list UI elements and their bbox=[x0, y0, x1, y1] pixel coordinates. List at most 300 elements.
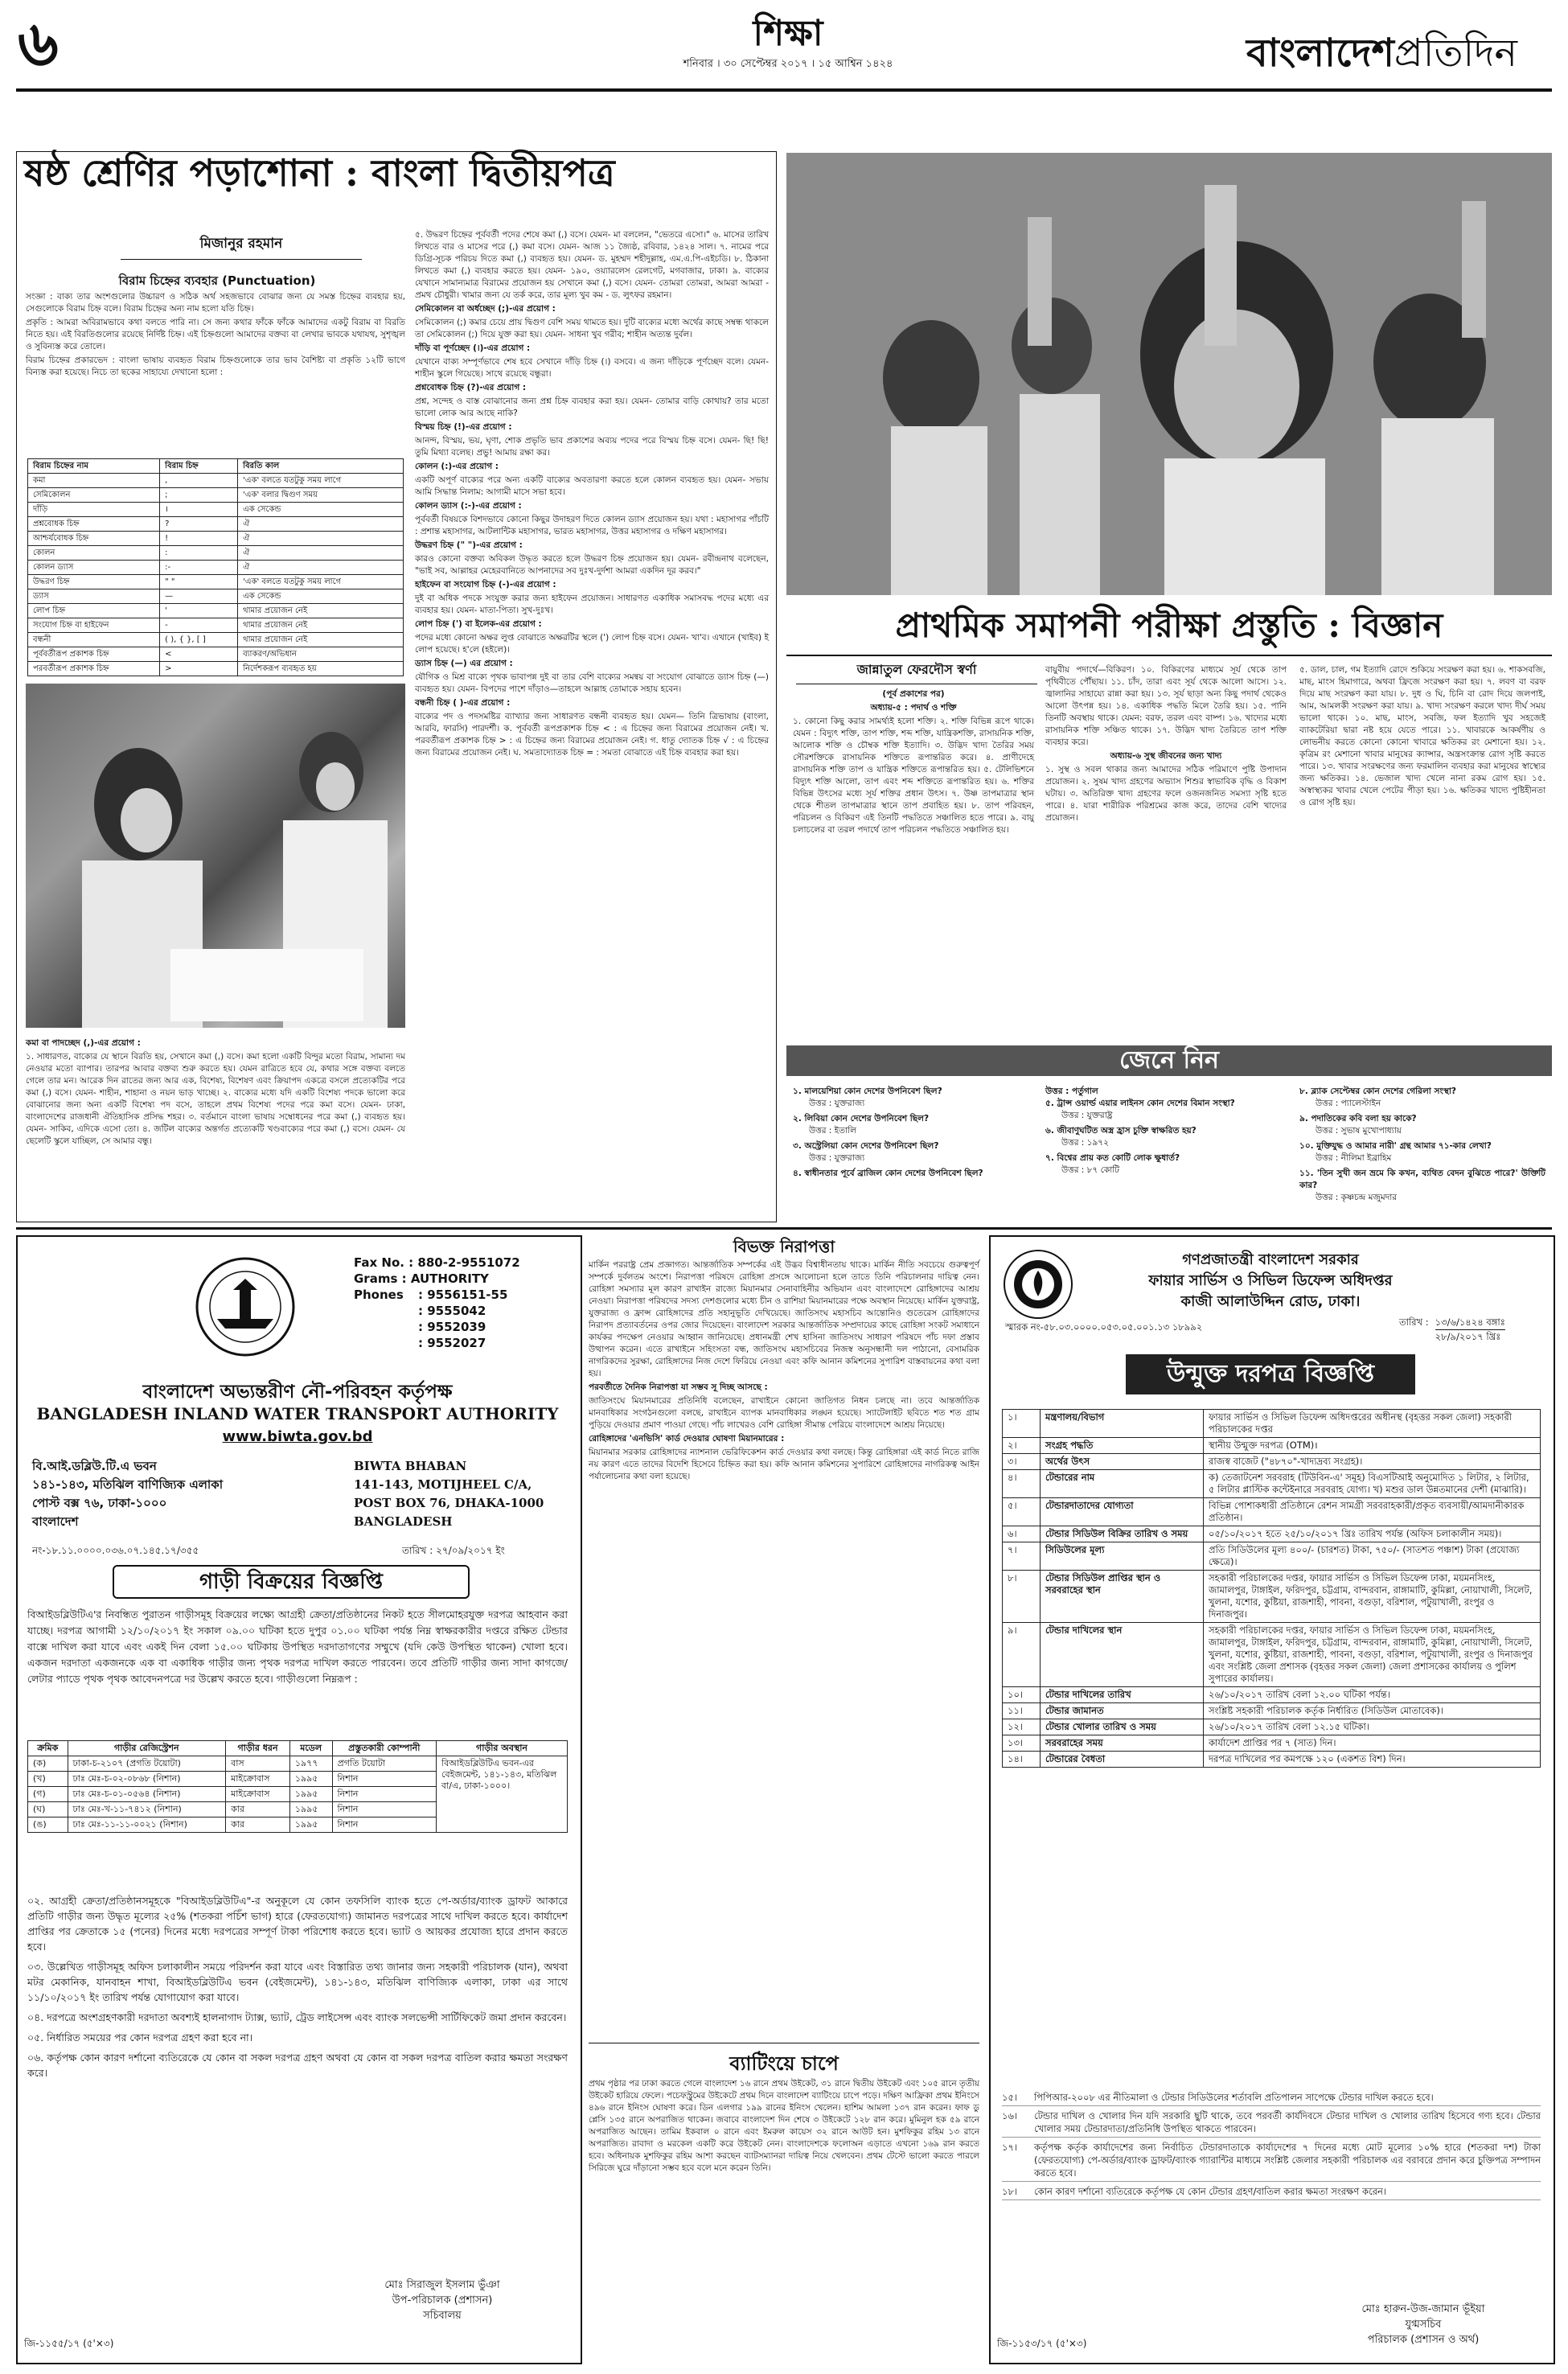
table-cell: নিশান bbox=[332, 1817, 436, 1833]
quiz-answer: উত্তর : যুক্তরাজ্য bbox=[809, 1153, 865, 1163]
semicolon-head: সেমিকোলন বা অর্ধচ্ছেদ (;)-এর প্রয়োগ : bbox=[415, 304, 556, 314]
address-line: POST BOX 76, DHAKA-1000 bbox=[354, 1496, 544, 1510]
address-line: বাংলাদেশ bbox=[32, 1514, 79, 1529]
table-cell: পূর্ববর্তীরূপ প্রকাশক চিহ্ন bbox=[28, 647, 160, 662]
know-col1 bbox=[793, 1086, 1034, 1180]
biwta-logo bbox=[193, 1255, 298, 1359]
fire-signer-title2: পরিচালক (প্রশাসন ও অর্থ) bbox=[1367, 2334, 1480, 2346]
table-cell: আশ্চর্যবোধক চিহ্ন bbox=[28, 532, 160, 546]
fire-date-block bbox=[1399, 1316, 1505, 1344]
science-col1 bbox=[793, 688, 1034, 838]
row-number: ২। bbox=[1003, 1438, 1041, 1454]
biwta-code: জি-১১৫৫/১৭ (৫'×৩) bbox=[24, 2338, 114, 2349]
col-header: গাড়ীর অবস্থান bbox=[437, 1741, 568, 1756]
table-row bbox=[28, 488, 404, 503]
students-photo-svg bbox=[26, 684, 405, 1028]
table-row bbox=[1003, 1623, 1541, 1687]
colondash-text: পূর্ববর্তী বিষয়কে বিশদভাবে কোনো কিছুর উদাহরণ দিতে কোলন ড্যাস প্রয়োজন হয়। যথা : মহাসাগর পাঁচটি : প্রশান্ত মহাসাগর, আটলান্টিক মহাসাগর, ভারত মহাসাগর, উত্তর মহাসাগর ও দক্ষিণ মহাসাগর। bbox=[415, 515, 769, 536]
table-cell: ; bbox=[160, 488, 238, 503]
quiz-answer: উত্তর : যুক্তরাজ্য bbox=[809, 1099, 865, 1108]
page-number: ৬ bbox=[18, 7, 59, 80]
table-row bbox=[28, 1756, 568, 1772]
fire-date1: ১৩/৬/১৪২৪ বঙ্গাঃ bbox=[1435, 1316, 1505, 1330]
question-head: প্রশ্নবোধক চিহ্ন (?)-এর প্রয়োগ : bbox=[415, 383, 527, 392]
quiz-question: ৯. পদাতিকের কবি বলা হয় কাকে? bbox=[1299, 1114, 1417, 1123]
table-cell: (খ) bbox=[28, 1772, 68, 1787]
col-header: ক্রমিক bbox=[28, 1741, 68, 1756]
phone-number: : 9556151-55 bbox=[418, 1288, 508, 1302]
masthead-rule bbox=[16, 88, 1552, 92]
table-cell: কার bbox=[226, 1817, 290, 1833]
table-cell: থামার প্রয়োজন নেই bbox=[238, 633, 404, 647]
fire-logo-svg bbox=[1002, 1248, 1074, 1320]
paper-name bbox=[1246, 24, 1517, 88]
know-col2 bbox=[1045, 1086, 1287, 1180]
table-cell: ঢাঃ মেঃ-চ-০২-০৮৬৮ (নিশান) bbox=[68, 1772, 226, 1787]
bangla-intro-block bbox=[26, 291, 405, 380]
vehicle-location: বিআইডব্লিউটিএ ভবন-এর বেইজমেন্ট, ১৪১-১৪৩, মতিঝিল বা/এ, ঢাকা-১০০০। bbox=[437, 1756, 568, 1833]
term-item: ০৩. উল্লেখিত গাড়ীসমূহ অফিস চলাকালীন সময়ে পরিদর্শন করা যাবে এবং বিস্তারিত তথ্য জানার জন্য সহকারী পরিচালক (যান), অথবা মটর মেকানিক, যানবাহন শাখা, বিআইডব্লিউটিএ ভবন (বেইজমেন্ট), ১৪১-১৪৩, মতিঝিল বাণিজ্যিক এলাকা, ঢাকা এর সাথে ১১/১০/২০১৭ ইং তারিখ পর্যন্ত যোগাযোগ করা যাবে। bbox=[27, 1961, 568, 2003]
table-cell: কার bbox=[226, 1802, 290, 1817]
table-cell: (ঙ) bbox=[28, 1817, 68, 1833]
science-col2 bbox=[1045, 664, 1287, 826]
term-item: ০২. আগ্রহী ক্রেতা/প্রতিষ্ঠানসমূহকে "বিআইডব্লিউটিএ"-র অনুকূলে যে কোন তফসিলি ব্যাংক হতে পে-অর্ডার/ব্যাংক ড্রাফট আকারে প্রতিটি গাড়ীর জন্য উদ্ধৃত মূল্যের ২৫% (শতকরা পচিঁশ ভাগ) হারে (ফেরতযোগ্য) জামানত দরপত্রের সাথে দাখিল করতে হবে। কার্যাদেশ প্রাপ্তির পর ক্রেতাকে ১৫ (পনের) দিনের মধ্যে দরপত্রের সম্পূর্ণ টাকা পরিশোধ করতে হবে। ভ্যাট ও আয়কর প্রযোজ্য হারে প্রদান করতে হবে। bbox=[27, 1895, 568, 1953]
row-label: সরবরাহের সময় bbox=[1041, 1735, 1204, 1752]
table-cell: নিশান bbox=[332, 1772, 436, 1787]
table-cell: :- bbox=[160, 561, 238, 575]
science-continued: (পূর্ব প্রকাশের পর) bbox=[882, 689, 945, 699]
address-line: 141-143, MOTIJHEEL C/A, bbox=[354, 1477, 532, 1492]
vehicle-table-header bbox=[28, 1741, 568, 1756]
row-label: মন্ত্রণালয়/বিভাগ bbox=[1041, 1410, 1204, 1438]
note-number: ১৫। bbox=[1002, 2092, 1018, 2103]
table-cell: সংযোগ চিহ্ন বা হাইফেন bbox=[28, 618, 160, 633]
quiz-answer: উত্তর : নীলিমা ইব্রাহিম bbox=[1316, 1153, 1392, 1163]
quote-text: কারও কোনো বক্তব্য অবিকল উদ্ধৃত করতে হলে উদ্ধরণ চিহ্ন প্রয়োজন হয়। যেমন- রবীন্দ্রনাথ বলেছেন, "ভাই সব, আল্লাহর মেহেরবানিতে আপনাদের সব দুঃখ-দুর্দশা আমরা একদিন দূর করব।" bbox=[415, 554, 769, 576]
biwta-phones-list bbox=[418, 1287, 507, 1351]
bangla-author: মিজানুর রহমান bbox=[121, 233, 362, 260]
table-row bbox=[1003, 1470, 1541, 1498]
note-row bbox=[1002, 2185, 1541, 2200]
quiz-question: ১১. 'তিন সুখী জন ভ্রমে কি কখন, ব্যথিত বেদন বুঝিতে পারে?' উক্তিটি কার? bbox=[1299, 1169, 1545, 1190]
vehicle-table bbox=[27, 1740, 568, 1833]
phone-number: : 9552027 bbox=[418, 1336, 486, 1350]
row-label: টেন্ডার দাখিলের স্থান bbox=[1041, 1623, 1204, 1687]
insecurity-text2: জাতিসংঘে মিয়ানমারের প্রতিনিধি বলেছেন, রাখাইনে কোনো জাতিগত নিধন চলছে না। তবে আন্তর্জাতিক মানবাধিকার সংগঠনগুলো বলছে, রাখাইনে ব্যাপক মানবাধিকার লঙ্ঘন হয়েছে। স্যাটেলাইট ছবিতে শত শত গ্রাম পুড়িয়ে দেওয়ার প্রমাণ পাওয়া গেছে। পাঁচ লাখেরও বেশি রোহিঙ্গা সীমান্ত পেরিয়ে বাংলাদেশে আশ্রয় নিয়েছে। bbox=[589, 1396, 979, 1430]
table-cell: ' bbox=[160, 604, 238, 618]
phone-number: : 9552039 bbox=[418, 1320, 486, 1334]
quiz-question: ১. মালয়েশিয়া কোন দেশের উপনিবেশ ছিল? bbox=[793, 1086, 942, 1096]
table-row bbox=[28, 589, 404, 604]
science-chapter5: অধ্যায়-৫ : পদার্থ ও শক্তি bbox=[870, 703, 957, 713]
comma-head: কমা বা পাদচ্ছেদ (,)-এর প্রয়োগ : bbox=[26, 1038, 141, 1048]
classroom-photo-svg bbox=[786, 153, 1552, 595]
quiz-question: ৬. জীবাণুঘটিত অস্ত্র হ্রাস চুক্তি স্বাক্ষরিত হয়? bbox=[1045, 1126, 1197, 1136]
table-cell: " " bbox=[160, 575, 238, 589]
note-row bbox=[1002, 2109, 1541, 2138]
table-cell: 'এক' বলার দ্বিগুণ সময় bbox=[238, 488, 404, 503]
row-value: ২৬/১০/২০১৭ তারিখ বেলা ১২.০০ ঘটিকা পর্যন্ত। bbox=[1204, 1687, 1541, 1703]
biwta-signer-block bbox=[322, 2277, 563, 2323]
biwta-logo-svg bbox=[193, 1255, 298, 1359]
insecurity-sub1: পরবর্তীতে দৈনিক নিরাপত্তা যা সম্ভব সূ দিচ্ছ আসছে : bbox=[589, 1382, 768, 1392]
term-item: ০৬. কর্তৃপক্ষ কোন কারণ দর্শানো ব্যতিরেকে যে কোন বা সকল দরপত্র গ্রহণ অথবা যে কোন বা সকল দরপত্র বাতিল করার ক্ষমতা সংরক্ষণ করে। bbox=[27, 2052, 568, 2079]
table-cell: ১৯৯৫ bbox=[289, 1772, 332, 1787]
biwta-terms bbox=[27, 1893, 568, 2085]
address-line: BIWTA BHABAN bbox=[354, 1459, 467, 1473]
dari-head: দাঁড়ি বা পূর্ণচ্ছেদ (।)-এর প্রয়োগ : bbox=[415, 343, 531, 353]
bangla-types-intro: বিরাম চিহ্নের প্রকারভেদ : বাংলা ভাষায় ব্যবহৃত বিরাম চিহ্নগুলোকে তার ভাব বৈশিষ্ট্য বা প্রকৃতি ১২টি ভাগে বিন্যস্ত করা হয়েছে। নিচে তা ছকের সাহায্যে দেখানো হলো : bbox=[26, 355, 405, 377]
row-label: টেন্ডার সিডিউল বিক্রির তারিখ ও সময় bbox=[1041, 1526, 1204, 1542]
table-row bbox=[28, 604, 404, 618]
exclaim-head: বিস্ময় চিহ্ন (!)-এর প্রয়োগ : bbox=[415, 422, 512, 432]
science-col3-text: ৫. ডাল, চাল, গম ইত্যাদি রোদে শুকিয়ে সংরক্ষণ করা হয়। ৬. শাকসবজি, মাছ, মাংস হিমাগারে, অথবা ফ্রিজে সংরক্ষণ করা হয়। ৭. লবণ বা বরফ দিয়ে মাছ সংরক্ষণ করা যায়। ৮. দুধ ও ঘি, চিনি বা রোদ দিয়ে জলপাই, আম, আমলকী সংরক্ষণ করা যায়। ৯. খাদ্য সংরক্ষণ করলে খাদ্য দীর্ঘ সময় ভালো থাকে। ১০. মাছ, মাংস, সবজি, ফল ইত্যাদি খুব সহজেই ব্যাকটেরিয়া দ্বারা নষ্ট হয়ে যেতে পারে। ১১. খাবারকে আকর্ষণীয় ও লোভনীয় করতে কোনো কোনো খাবারে ক্ষতিকর রং মেশানো হয়। ১২. কৃত্রিম রং মেশানো খাবার মানুষের ক্যান্সার, অন্ত্রসংক্রান্ত রোগ সৃষ্টি করতে পারে। ১৩. খাবার সংরক্ষণের জন্য ফরমালিন ব্যবহার করা মানুষের স্বাস্থ্যের জন্য ক্ষতিকর। ১৪. ভেজাল খাদ্য খেলে নানা রকম রোগ হয়। ১৫. অস্বাস্থ্যকর খাবার খেলে পেটের পীড়া হয়। ১৬. ক্ষতিকর খাদ্যে পুষ্টিহীনতা ও রোগ সৃষ্টি হয়। bbox=[1299, 665, 1545, 807]
phone-number: : 9555042 bbox=[418, 1304, 486, 1318]
table-cell: , bbox=[160, 474, 238, 488]
table-cell: কমা bbox=[28, 474, 160, 488]
table-cell: লোপ চিহ্ন bbox=[28, 604, 160, 618]
fire-date2: ২৮/৯/২০১৭ খ্রিঃ bbox=[1435, 1331, 1501, 1342]
table-cell: > bbox=[160, 662, 238, 676]
fire-header-line: ফায়ার সার্ভিস ও সিভিল ডিফেন্স অধিদপ্তর bbox=[1148, 1272, 1393, 1289]
row-value: সহকারী পরিচালকের দপ্তর, ফায়ার সার্ভিস ও সিভিল ডিফেন্স ঢাকা, ময়মনসিংহ, জামালপুর, টাঙ্গাইল, ফরিদপুর, চট্টগ্রাম, বান্দরবান, রাঙ্গামাটি, কুমিল্লা, নোয়াখালী, সিলেট, খুলনা, যশোর, কুষ্টিয়া, রাজশাহী, পাবনা, বগুড়া, বরিশাল, পটুয়াখালী, রংপুর ও দিনাজপুর। bbox=[1204, 1571, 1541, 1623]
bangla-subhead: বিরাম চিহ্নের ব্যবহার (Punctuation) bbox=[118, 273, 316, 288]
row-number: ১২। bbox=[1003, 1719, 1041, 1735]
row-value: সংশ্লিষ্ট সহকারী পরিচালক কর্তৃক নির্ধারিত (সিডিউল মোতাবেক)। bbox=[1204, 1703, 1541, 1719]
row-value: প্রতি সিডিউলের মূল্য ৪০০/- (চারশত) টাকা, ৭৫০/- (সাতশত পঞ্চাশ) টাকা (প্রযোজ্য ক্ষেত্রে)। bbox=[1204, 1542, 1541, 1571]
table-cell: ! bbox=[160, 532, 238, 546]
comma-text: ১. সাধারণত, বাক্যের যে স্থানে বিরতি হয়, সেখানে কমা (,) বসে। কমা হলো একটি বিন্দুর মতো বিরাম, সামান্য দম নেওয়ার মতো ব্যাপার। তারপর আবার বক্তব্য শুরু করতে হয়। যেমন রাত্রিতে হবে যে, কথার সঙ্গে বক্তব্য বলতে গেলে তার মন। আরেক দিন রাতের জন্য আর এক, বিশেষ্য, বিশেষণ এবং ক্রিয়াপদ একত্রে বসলে প্রত্যেকটির পরে কমা (,) বসে। যেমন- শাহীন, শাহানা ও নয়ন ভাড় খাচ্ছে। ২. বাক্যের মধ্যে যদি একটি বিশেষ্য পদকে ভালো করে বোঝানোর জন্য অন্য একটি বিশেষ্য পদ বসে, তাহলে প্রথম বিশেষ্য পদের পরে কমা বসে। যেমন- ঢাকা, বাংলাদেশের রাজধানী ঐতিহাসিক প্রসিদ্ধ শহর। ৩. বর্তমানে বাংলা ভাষায় সম্বোধনের পরে কমা (,) ব্যবহৃত হয়। যেমন- সাকিব, এদিকে এসো তো। ৪. জটিল বাক্যের অন্তর্গত প্রত্যেকটি খণ্ডবাক্যের পরে কমা (,) বসে। যেমন- যে ছেলেটি স্কুলে যাচ্ছিল, সে আমার বন্ধু। bbox=[26, 1052, 405, 1146]
table-row bbox=[28, 474, 404, 488]
table-row bbox=[28, 647, 404, 662]
table-row bbox=[28, 517, 404, 532]
table-cell: ( ), { }, [ ] bbox=[160, 633, 238, 647]
table-row bbox=[1003, 1438, 1541, 1454]
table-cell: ঢাঃ মেঃ-চ-০১-০৫৬৪ (নিশান) bbox=[68, 1787, 226, 1802]
row-number: ১১। bbox=[1003, 1703, 1041, 1719]
col-header: মডেল bbox=[289, 1741, 332, 1756]
fire-code: জি-১১৫৩/১৭ (৫'×৩) bbox=[997, 2338, 1087, 2349]
science-rule bbox=[786, 655, 1552, 656]
quiz-question: উত্তর : পর্তুগাল bbox=[1045, 1086, 1098, 1096]
biwta-website[interactable]: www.biwta.gov.bd bbox=[222, 1428, 373, 1445]
section-title: শিক্ষা bbox=[753, 13, 823, 54]
fire-header-line: গণপ্রজাতন্ত্রী বাংলাদেশ সরকার bbox=[1182, 1251, 1359, 1268]
table-cell: এক সেকেন্ড bbox=[238, 589, 404, 604]
table-row bbox=[1003, 1703, 1541, 1719]
table-cell: থামার প্রয়োজন নেই bbox=[238, 604, 404, 618]
table-row bbox=[1003, 1410, 1541, 1438]
table-cell: ১৯৯৫ bbox=[289, 1802, 332, 1817]
table-cell: বাস bbox=[226, 1756, 290, 1772]
row-label: টেন্ডারদাতাদের যোগ্যতা bbox=[1041, 1498, 1204, 1526]
table-row bbox=[1003, 1571, 1541, 1623]
table-cell: উদ্ধরণ চিহ্ন bbox=[28, 575, 160, 589]
biwta-name-en: BANGLADESH INLAND WATER TRANSPORT AUTHORITY bbox=[36, 1404, 559, 1423]
row-label: টেন্ডারের বৈধতা bbox=[1041, 1752, 1204, 1768]
table-cell: ঢাঃ মেঃ-১১-১১-০০২১ (নিশান) bbox=[68, 1817, 226, 1833]
fire-signer: মোঃ হারুন-উজ-জামান ভূঁইয়া bbox=[1361, 2303, 1485, 2315]
note-number: ১৬। bbox=[1002, 2110, 1018, 2121]
fire-signer-title: যুগ্মসচিব bbox=[1405, 2319, 1442, 2331]
science-col3 bbox=[1299, 664, 1545, 811]
fire-dates bbox=[1435, 1316, 1505, 1344]
col2-text: ৫. উদ্ধরণ চিহ্নের পূর্ববর্তী পদের শেষে কমা (,) বসে। যেমন- মা বললেন, "ভেতরে এসো।" ৬. মাসের তারিখ লিখতে বার ও মাসের পরে (,) কমা বসে। যেমন- আজ ১১ জ্যৈষ্ঠ, রবিবার, ১৪২৪ সাল। ৭. নামের পরে ডিগ্রি-সূচক পরিচয় দিতে কমা (,) ব্যবহৃত হয়। যেমন- ড. মুহম্মদ শহীদুল্লাহ, এম.এ.পি-এইচডি। ৮. ঠিকানা লিখতে কমা (,) ব্যবহার করতে হয়। যেমন- ১৯০, ওয়্যারলেস রেলগেট, মগবাজার, ঢাকা। ৯. বাক্যের যেখানে সামান্যমাত্র বিরামের প্রয়োজন হয় সেখানে কমা (,) বসে। যেমন- তোমরা তোমরা, আমরা আমরা - প্রমথ চৌধুরী। খামার জন্য যে তর্ক করে, তার মূল্য খুব কম - ড. লুৎফর রহমান। bbox=[415, 230, 769, 300]
quiz-answer: উত্তর : ৮৭ কোটি bbox=[1061, 1165, 1120, 1175]
biwta-name-bn: বাংলাদেশ অভ্যন্তরীণ নৌ-পরিবহন কর্তৃপক্ষ bbox=[142, 1382, 453, 1403]
quiz-answer: উত্তর : ইতালি bbox=[809, 1126, 856, 1136]
semicolon-text: সেমিকোলন (;) কমার চেয়ে প্রায় দ্বিগুণ বেশি সময় থামতে হয়। দুটি বাক্যের মধ্যে অর্থের কাছে সম্বন্ধ থাকলে তা সেমিকোলন (;) দিয়ে যুক্ত করা হয়। যেমন- সাধনা খুব গরীব; শাহীন অত্যন্ত দুর্বল। bbox=[415, 318, 769, 339]
table-cell: ঐ bbox=[238, 546, 404, 561]
students-photo bbox=[26, 684, 405, 1028]
table-cell: 'এক' বলতে যতটুকু সময় লাগে bbox=[238, 474, 404, 488]
quiz-question: ৫. ট্রান্স ওয়ার্ল্ড এয়ার লাইনস কোন দেশের বিমান সংস্থা? bbox=[1045, 1099, 1235, 1108]
address-line: পোস্ট বক্স ৭৬, ঢাকা-১০০০ bbox=[32, 1496, 167, 1510]
table-row bbox=[1003, 1454, 1541, 1470]
row-number: ৯। bbox=[1003, 1623, 1041, 1687]
biwta-signer-title2: সচিবালয় bbox=[423, 2310, 462, 2322]
dari-text: যেখানে বাক্য সম্পূর্ণভাবে শেষ হবে সেখানে দাঁড়ি চিহ্ন (।) বসবে। এ জন্য দাঁড়িকে পূর্ণচ্ছেদ বলে। যেমন- শাহীন স্কুলে গিয়েছে। সাথে রয়েছে বন্ধুরা। bbox=[415, 357, 769, 379]
science-col2b-text: ১. সুস্থ ও সবল থাকার জন্য আমাদের সঠিক পরিমাণে পুষ্টি উপাদান প্রয়োজন। ২. সুষম খাদ্য গ্রহণের অভ্যাস শিশুর স্বাভাবিক বৃদ্ধি ও বিকাশ ঘটায়। ৩. অতিরিক্ত খাদ্য গ্রহণের ফলে ওজনজনিত সমস্যা সৃষ্টি হতে পারে। ৪. যারা শারীরিক পরিশ্রমের কাজ করে, তাদের বেশি খাদ্যের প্রয়োজন। bbox=[1045, 765, 1287, 823]
colon-head: কোলন (:)-এর প্রয়োগ : bbox=[415, 462, 499, 471]
table-cell: মাইক্রোবাস bbox=[226, 1787, 290, 1802]
table-row bbox=[28, 662, 404, 676]
biwta-addr-bn bbox=[32, 1457, 298, 1531]
tender-table bbox=[1002, 1409, 1541, 1768]
table-cell: ঢাঃ মেঃ-খ-১১-৭৪১২ (নিশান) bbox=[68, 1802, 226, 1817]
table-cell: ঐ bbox=[238, 517, 404, 532]
row-value: কার্যাদেশ প্রাপ্তির পর ৭ (সাত) দিন। bbox=[1204, 1735, 1541, 1752]
table-cell: ১৯৯৫ bbox=[289, 1787, 332, 1802]
note-number: ১৮। bbox=[1002, 2186, 1018, 2197]
table-cell: থামার প্রয়োজন নেই bbox=[238, 618, 404, 633]
table-row bbox=[28, 546, 404, 561]
quiz-answer: উত্তর : সুভাষ মুখোপাধ্যায় bbox=[1316, 1126, 1402, 1136]
question-text: প্রশ্ন, সন্দেহ ও বাস্ত বোঝানোর জন্য প্রশ্ন চিহ্ন ব্যবহার করা হয়। যেমন- তোমার বাড়ি কোথায়? তার মতো ভালো লোক আর আছে নাকি? bbox=[415, 396, 769, 418]
bangla-prokriti: প্রকৃতি : আমরা অবিরামভাবে কথা বলতে পারি না। সে জন্য কথার ফাঁকে ফাঁকে আমাদের একটু বিরাম বা বিরতি নিতে হয়। এই বিরতিগুলোর রয়েছে নির্দিষ্ট চিহ্ন। এই চিহ্নগুলো আমাদের বক্তব্য বা লেখার ভাবকে যথাযথ, সুশৃঙ্খল ও সুবিন্যস্ত করে তোলে। bbox=[26, 318, 405, 351]
fire-title: উন্মুক্ত দরপত্র বিজ্ঞপ্তি bbox=[1126, 1354, 1415, 1394]
biwta-phones-label: Phones bbox=[354, 1288, 404, 1302]
quiz-answer: উত্তর : কৃষ্ণচন্দ্র মজুমদার bbox=[1316, 1193, 1398, 1202]
address-line: বি.আই.ডব্লিউ.টি.এ ভবন bbox=[32, 1459, 157, 1473]
quiz-question: ৩. অস্ট্রেলিয়া কোন দেশের উপনিবেশ ছিল? bbox=[793, 1141, 939, 1151]
bangla-col2 bbox=[415, 229, 769, 761]
biwta-body: বিআইডব্লিউটিএ'র নিবন্ধিত পুরাতন গাড়ীসমূহ বিক্রয়ের লক্ষ্যে আগ্রহী ক্রেতা/প্রতিষ্ঠানের নিকট হতে সীলমোহরযুক্ত দরপত্র আহবান করা যাচ্ছে। দরপত্র আগামী ১২/১০/২০১৭ ইং সকাল ০৯.০০ ঘটিকা হতে দুপুর ০১.০০ ঘটিকা পর্যন্ত নিম্ন স্বাক্ষরকারীর দপ্তরে রক্ষিত টেন্ডার বাক্সে দাখিল করা যাবে এবং একই দিন বেলা ১৫.০০ ঘটিকায় উপস্থিত দরদাতাগণের সম্মুখে (যদি কেউ উপস্থিত থাকেন) খোলা হবে। একজন দরদাতা একজনকে এক বা একাধিক গাড়ীর জন্য পৃথক দরপত্র দাখিল করতে পারবেন। তবে প্রতিটি গাড়ীর জন্য সাদা কাগজে/লেটার প্যাডে পৃথক পৃথক আবেদনপত্রে দর উল্লেখ করতে হবে। গাড়ীগুলো নিম্নরূপ : bbox=[27, 1608, 568, 1685]
quote-head: উদ্ধরণ চিহ্ন (" ")-এর প্রয়োগ : bbox=[415, 540, 523, 550]
quiz-question: ৭. বিশ্বের প্রায় কত কোটি লোক ক্ষুধার্ত? bbox=[1045, 1153, 1180, 1163]
table-cell: 'এক' বলতে যতটুকু সময় লাগে bbox=[238, 575, 404, 589]
row-number: ৪। bbox=[1003, 1470, 1041, 1498]
colon-text: একটি অপূর্ণ বাক্যের পরে অন্য একটি বাক্যের অবতারণা করতে হলে কোলন ব্যবহৃত হয়। যেমন- সভায় আমি সিদ্ধান্ত নিলাম: আগামী মাসে সভা হবে। bbox=[415, 475, 769, 497]
table-cell: < bbox=[160, 647, 238, 662]
table-cell: পরবর্তীরূপ প্রকাশক চিহ্ন bbox=[28, 662, 160, 676]
row-value: ক) তেজাটনেশ সরবরাহ (টিউবিন-এ' সমূহ) বিএসটিআই অনুমোদিত ১ লিটার, ২ লিটার, ৫ লিটার প্লাস্টিক কন্টেইনারে সরবরাহ যোগ্য। খ) মশুর ডাল উন্নতমানের দেশী (মাঝারি)। bbox=[1204, 1470, 1541, 1498]
quiz-question: ২. লিবিয়া কোন দেশের উপনিবেশ ছিল? bbox=[793, 1114, 930, 1123]
exclaim-text: আনন্দ, বিস্ময়, ভয়, ঘৃণা, শোক প্রভৃতি ভাব প্রকাশের অব্যয় পদের পরে বিস্ময় চিহ্ন বসে। যেমন- ছি! ছি! তুমি মিথ্যা বলেছ। প্রভু! আমায় রক্ষা কর। bbox=[415, 436, 769, 458]
fire-header-line: কাজী আলাউদ্দিন রোড, ঢাকা। bbox=[1180, 1293, 1361, 1310]
apos-text: পদের মধ্যে কোনো অক্ষর লুপ্ত বোঝাতে অক্ষরটির স্থলে (') লোপ চিহ্ন বসে। যেমন- খা'ব। এখানে (খাইব) ই লোপ হয়েছে। হ'লে (হইলে)। bbox=[415, 633, 769, 655]
table-cell: : bbox=[160, 546, 238, 561]
table-row bbox=[1003, 1735, 1541, 1752]
row-label: টেন্ডার জামানত bbox=[1041, 1703, 1204, 1719]
biwta-memo-date: তারিখ : ২৭/০৯/২০১৭ ইং bbox=[402, 1545, 505, 1556]
fire-date-label: তারিখ : bbox=[1399, 1316, 1429, 1328]
quiz-answer: উত্তর : ১৯৭২ bbox=[1061, 1138, 1109, 1148]
row-value: বিভিন্ন পোশাকধারী প্রতিষ্ঠানে রেশন সামগ্রী সরবরাহকারী/প্রকৃত ব্যবসায়ী/আমদানীকারক প্রতিষ্ঠান। bbox=[1204, 1498, 1541, 1526]
table-row bbox=[1003, 1752, 1541, 1768]
row-value: দরপত্র দাখিলের পর কমপক্ষে ১২০ (একশত বিশ) দিন। bbox=[1204, 1752, 1541, 1768]
row-number: ৭। bbox=[1003, 1542, 1041, 1571]
table-cell: দাঁড়ি bbox=[28, 503, 160, 517]
issue-date: শনিবার । ৩০ সেপ্টেম্বর ২০১৭ । ১৫ আশ্বিন ১৪২৪ bbox=[683, 58, 893, 70]
biwta-addr-en bbox=[354, 1457, 571, 1531]
row-value: ফায়ার সার্ভিস ও সিভিল ডিফেন্স অধিদপ্তরের অধীনস্থ (বৃহত্তর সকল জেলা) সহকারী পরিচালকের দপ্তর bbox=[1204, 1410, 1541, 1438]
bracket-text: বাক্যের পদ ও পদসমষ্টির ব্যাখ্যার জন্য সাধারণত বন্ধনী ব্যবহৃত হয়। যেমন— তিনি ত্রিভাষায় (বাংলা, আরবি, ফারসি) পারদর্শী। ক. পূর্ববর্তী রূপপ্রকাশক চিহ্ন < : এ চিহ্নের জন্য বিরামের প্রয়োজন নেই। খ. পরবর্তীরূপ প্রকাশক চিহ্ন > : এ চিহ্নের জন্য বিরামের প্রয়োজন নেই। গ. ধাতু দ্যোতক চিহ্ন √ : এ চিহ্নের জন্য বিরামের প্রয়োজন নেই। ঘ. সমতাদ্যোতক চিহ্ন = : সমতা বোঝাতে এই চিহ্ন ব্যবহার করা হয়। bbox=[415, 712, 769, 758]
row-number: ১। bbox=[1003, 1410, 1041, 1438]
table-cell: (ক) bbox=[28, 1756, 68, 1772]
bangla-headline: ষষ্ঠ শ্রেণির পড়াশোনা : বাংলা দ্বিতীয়পত্র bbox=[24, 151, 615, 195]
biwta-fax: Fax No. : 880-2-9551072 bbox=[354, 1255, 520, 1270]
science-col1-text: ১. কোনো কিছু করার সামর্থ্যই হলো শক্তি। ২. শক্তি বিভিন্ন রূপে থাকে। যেমন : বিদ্যুৎ শক্তি, তাপ শক্তি, শব্দ শক্তি, যান্ত্রিকশক্তি, রাসায়নিক শক্তি, আলোক শক্তি ও চৌম্বক শক্তি ইত্যাদি। ৩. উদ্ভিদ খাদ্য তৈরির সময় সৌরশক্তিকে রাসায়নিক শক্তিতে রূপান্তরিত করে। ৪. প্রাণীদেহে রাসায়নিক শক্তি তাপ ও যান্ত্রিক শক্তিতে রূপান্তরিত হয়। ৫. টেলিভিশনে বিদ্যুৎ শক্তি আলো, তাপ এবং শব্দ শক্তিতে রূপান্তরিত হয়। ৬. শক্তির বিভিন্ন উৎসের মধ্যে সূর্য শক্তির প্রধান উৎস। ৭. উষ্ণ তাপমাত্রার স্থান থেকে শীতল তাপমাত্রার স্থানে তাপ প্রবাহিত হয়। ৮. তাপ পরিবহন, পরিচলন ও বিকিরণ এই তিনটি পদ্ধতিতে সঞ্চালিত হতে পারে। ৯. বায়ু চলাচলের বা তরল পদার্থে তাপ পরিচলন পদ্ধতিতে সঞ্চালিত হয়। bbox=[793, 717, 1034, 835]
row-number: ৮। bbox=[1003, 1571, 1041, 1623]
col-header: গাড়ীর ধরন bbox=[226, 1741, 290, 1756]
quiz-question: ৪. স্বাধীনতার পূর্বে ব্রাজিল কোন দেশের উপনিবেশ ছিল? bbox=[793, 1169, 983, 1178]
row-value: ০৫/১০/২০১৭ হতে ২৫/১০/২০১৭ খ্রিঃ তারিখ পর্যন্ত (অফিস চলাকালীন সময়)। bbox=[1204, 1526, 1541, 1542]
table-row bbox=[28, 633, 404, 647]
biwta-contacts bbox=[354, 1255, 563, 1351]
table-row bbox=[28, 532, 404, 546]
table-cell: । bbox=[160, 503, 238, 517]
quiz-question: ১০. মুক্তিযুদ্ধ ও আমার নারী' গ্রন্থ আমার ৭১-কার লেখা? bbox=[1299, 1141, 1492, 1151]
col-header: প্রস্তুতকারী কোম্পানী bbox=[332, 1741, 436, 1756]
address-line: ১৪১-১৪৩, মতিঝিল বাণিজ্যিক এলাকা bbox=[32, 1477, 224, 1492]
row-number: ৩। bbox=[1003, 1454, 1041, 1470]
table-row bbox=[1003, 1526, 1541, 1542]
insecurity-headline: বিভক্ত নিরাপত্তা bbox=[733, 1237, 835, 1256]
row-value: ২৬/১০/২০১৭ তারিখ বেলা ১২.১৫ ঘটিকা। bbox=[1204, 1719, 1541, 1735]
biwta-title: গাড়ী বিক্রয়ের বিজ্ঞপ্তি bbox=[113, 1565, 470, 1599]
table-row bbox=[1003, 1719, 1541, 1735]
batting-body: প্রথম পৃষ্ঠার পর ঢাকা করতে গেলে বাংলাদেশ ১৬ রানে প্রথম উইকেট, ৩১ রানে দ্বিতীয় উইকেট এবং ১০৫ রানে তৃতীয় উইকেট হারিয়ে ফেলে। পচেফস্ট্রুমের উইকেটে প্রথম দিনে বাংলাদেশ ব্যাটিংয়ে চাপে পড়ে। দক্ষিণ আফ্রিকা প্রথম ইনিংসে ৪৯৬ রানে ইনিংস ঘোষণা করে। ডিন এলগার ১৯৯ রানের ইনিংস খেলেন। হাশিম আমলা ১৩৭ রান করেন। ফাফ ডু প্লেসি ১৩৫ রানে অপরাজিত থাকেন। জবাবে বাংলাদেশ দিন শেষে ৩ উইকেটে ১২৮ রান করে। মুমিনুল হক ৫৯ রানে অপরাজিত আছেন। তামিম ইকবাল ০ রানে এবং ইমরুল কায়েস ৩২ রানে আউট হন। মুশফিকুর রহিম ১৩ রানে অপরাজিত। রাবাদা ও মরকেল একটি করে উইকেট নেন। বাংলাদেশকে ফলোঅন এড়াতে এখনো ১৬৯ রান করতে হবে। অধিনায়ক মুশফিকুর রহিম আশা করছেন ব্যাটসম্যানরা দায়িত্ব নিয়ে খেলবেন। প্রথম টেস্টে ভালো করতে পারলে সিরিজে ঘুরে দাঁড়ানো সম্ভব হবে বলে মনে করেন তিনি। bbox=[589, 2079, 979, 2173]
table-cell: ? bbox=[160, 517, 238, 532]
col-header: বিরাম চিহ্নের নাম bbox=[28, 459, 160, 474]
table-cell: নির্দেশকরূপ ব্যবহৃত হয় bbox=[238, 662, 404, 676]
row-value: সহকারী পরিচালকের দপ্তর, ফায়ার সার্ভিস ও সিভিল ডিফেন্স ঢাকা, ময়মনসিংহ, জামালপুর, টাঙ্গাইল, ফরিদপুর, চট্টগ্রাম, বান্দরবান, রাঙ্গামাটি, কুমিল্লা, নোয়াখালী, সিলেট, খুলনা, যশোর, কুষ্টিয়া, রাজশাহী, পাবনা, বগুড়া, বরিশাল, পটুয়াখালী, রংপুর ও দিনাজপুর এবং সংশ্লিষ্ট জেলা প্রশাসক (বৃহত্তর সকল জেলা) জেলা প্রশাসকের কার্যালয় ও পুলিশ সুপারের কার্যালয়। bbox=[1204, 1623, 1541, 1687]
bangla-intro: সংজ্ঞা : বাক্য তার অংশগুলোর উচ্চারণ ও সঠিক অর্থ সহজভাবে বোঝার জন্য যে সমস্ত চিহ্নের ব্যবহার হয়, সেগুলোকে বিরাম চিহ্ন বলে। বিরাম চিহ্নের অন্য নাম হলো যতি চিহ্ন। bbox=[26, 292, 405, 314]
table-cell: ঐ bbox=[238, 532, 404, 546]
science-author: জান্নাতুল ফেরদৌস স্বর্ণা bbox=[796, 659, 1037, 684]
row-label: টেন্ডার সিডিউল প্রাপ্তির স্থান ও সরবরাহের স্থান bbox=[1041, 1571, 1204, 1623]
table-cell: কোলন bbox=[28, 546, 160, 561]
science-col2-text: বায়ুবীয় পদার্থে—বিকিরণ। ১০. বিকিরণের মাধ্যমে সূর্য থেকে তাপ পৃথিবীতে পৌঁছায়। ১১. চাঁদ, তারা এবং সূর্য থেকে আলো আসে। ১২. জ্বালানির সাহায্যে রান্না করা হয়। ১৩. সূর্য ছাড়া অন্য কিছু পদার্থ থেকেও আলো উৎপন্ন হয়। ১৪. একাধিক পদ্ধতি মিলে তৈরি হয়। ১৫. পানি তিনটি অবস্থায় থাকে। যেমন: বরফ, তরল এবং বাষ্প। ১৬. খাদ্যের মধ্যে রাসায়নিক শক্তি সঞ্চিত থাকে। ১৭. উদ্ভিদ খাদ্য তৈরিতে তাপ শক্তি ব্যবহার করে। bbox=[1045, 665, 1287, 747]
know-heading: জেনে নিন bbox=[786, 1045, 1552, 1076]
col-header: বিরাম চিহ্ন bbox=[160, 459, 238, 474]
address-line: BANGLADESH bbox=[354, 1514, 453, 1529]
biwta-memo: নং-১৮.১১.০০০০.০৩৬.০৭.১৪৫.১৭/৩৫৫ bbox=[32, 1545, 199, 1556]
insecurity-body bbox=[589, 1259, 979, 1485]
row-number: ১৪। bbox=[1003, 1752, 1041, 1768]
note-row bbox=[1002, 2141, 1541, 2182]
know-col3 bbox=[1299, 1086, 1545, 1207]
science-chapter6: অধ্যায়-৬ সুস্থ জীবনের জন্য খাদ্য bbox=[1110, 751, 1222, 761]
table-cell: প্রশ্নবোধক চিহ্ন bbox=[28, 517, 160, 532]
paper-name-part2: প্রতিদিন bbox=[1394, 31, 1518, 76]
fire-memo: স্মারক নং-৫৮.০৩.০০০০.০৫৩.০৫.০০১.১৩ ১৮৯৯২ bbox=[1005, 1321, 1203, 1333]
table-row bbox=[28, 618, 404, 633]
note-number: ১৭। bbox=[1002, 2142, 1018, 2153]
row-label: টেন্ডার দাখিলের তারিখ bbox=[1041, 1687, 1204, 1703]
tender-notes bbox=[1002, 2091, 1541, 2204]
dash-head: ড্যাস চিহ্ন (—) এর প্রয়োগ : bbox=[415, 659, 513, 668]
row-number: ৬। bbox=[1003, 1526, 1041, 1542]
fire-logo bbox=[1002, 1248, 1074, 1320]
classroom-photo bbox=[786, 153, 1552, 595]
table-cell: (ঘ) bbox=[28, 1802, 68, 1817]
table-cell: (গ) bbox=[28, 1787, 68, 1802]
term-item: ০৫. নির্ধারিত সময়ের পর কোন দরপত্র গ্রহণ করা হবে না। bbox=[27, 2031, 253, 2043]
col-header: বিরতি কাল bbox=[238, 459, 404, 474]
row-label: অর্থের উৎস bbox=[1041, 1454, 1204, 1470]
table-row bbox=[1003, 1687, 1541, 1703]
punctuation-table-header bbox=[28, 459, 404, 474]
row-label: টেন্ডার খোলার তারিখ ও সময় bbox=[1041, 1719, 1204, 1735]
note-text: পিপিআর-২০০৮ এর নীতিমালা ও টেন্ডার সিডিউলের শর্তাবলি প্রতিপালন সাপেক্ষে টেন্ডার দাখিল করতে হবে। bbox=[1034, 2092, 1434, 2103]
insecurity-text3: মিয়ানমার সরকার রোহিঙ্গাদের ন্যাশনাল ভেরিফিকেশন কার্ড দেওয়ার কথা বলছে। কিন্তু রোহিঙ্গারা এই কার্ড নিতে রাজি নয় কারণ এতে তাদের বিদেশি হিসেবে চিহ্নিত করা হয়। কফি আনান কমিশনের সুপারিশে রোহিঙ্গাদের নাগরিকত্ব আইন পর্যালোচনার কথা বলা হয়েছে। bbox=[589, 1448, 979, 1481]
dash-text: যৌগিক ও মিশ্র বাক্যে পৃথক ভাবাপন্ন দুই বা তার বেশি বাক্যের সমন্বয় বা সংযোগ বোঝাতে ড্যাস চিহ্ন (—) ব্যবহৃত হয়। যেমন- বিপদের পাশে দাঁড়াও—তাহলে আল্লাহ তোমাকে সহায় হবেন। bbox=[415, 672, 769, 694]
note-row bbox=[1002, 2091, 1541, 2106]
table-cell: প্রগতি টয়োটা bbox=[332, 1756, 436, 1772]
row-value: স্থানীয় উন্মুক্ত দরপত্র (OTM)। bbox=[1204, 1438, 1541, 1454]
paper-name-part1: বাংলাদেশ bbox=[1246, 31, 1394, 76]
note-text: কোন কারণ দর্শানো ব্যতিরেকে কর্তৃপক্ষ যে কোন টেন্ডার গ্রহণ/বাতিল করার ক্ষমতা সংরক্ষণ করেন। bbox=[1034, 2186, 1386, 2197]
row-label: সংগ্রহ পদ্ধতি bbox=[1041, 1438, 1204, 1454]
table-cell: — bbox=[160, 589, 238, 604]
table-cell: সেমিকোলন bbox=[28, 488, 160, 503]
table-cell: কোলন ড্যাস bbox=[28, 561, 160, 575]
hyphen-head: হাইফেন বা সংযোগ চিহ্ন (-)-এর প্রয়োগ : bbox=[415, 580, 556, 589]
quiz-question: ৮. ব্ল্যাক সেপ্টেম্বর কোন দেশের গেরিলা সংস্থা? bbox=[1299, 1086, 1457, 1096]
section-divider bbox=[16, 1227, 1552, 1230]
row-label: টেন্ডারের নাম bbox=[1041, 1470, 1204, 1498]
fire-header bbox=[1077, 1250, 1463, 1312]
biwta-grams: Grams : AUTHORITY bbox=[354, 1271, 489, 1286]
apos-head: লোপ চিহ্ন (') বা ইলেক-এর প্রয়োগ : bbox=[415, 619, 542, 629]
row-value: রাজস্ব বাজেট ("৪৮৭০"-খাদ্যদ্রব্য সংগ্রহ)। bbox=[1204, 1454, 1541, 1470]
table-cell: মাইক্রোবাস bbox=[226, 1772, 290, 1787]
table-cell: ড্যাস bbox=[28, 589, 160, 604]
biwta-phones-row bbox=[354, 1287, 563, 1351]
table-row bbox=[1003, 1542, 1541, 1571]
table-row bbox=[28, 503, 404, 517]
colondash-head: কোলন ড্যাস (:-)-এর প্রয়োগ : bbox=[415, 501, 522, 511]
biwta-signer-title: উপ-পরিচালক (প্রশাসন) bbox=[392, 2294, 493, 2306]
table-row bbox=[28, 575, 404, 589]
fire-signer-block bbox=[1303, 2302, 1544, 2347]
table-cell: এক সেকেন্ড bbox=[238, 503, 404, 517]
table-cell: বন্ধনী bbox=[28, 633, 160, 647]
table-cell: ১৯৭৭ bbox=[289, 1756, 332, 1772]
note-text: কর্তৃপক্ষ কর্তৃক কার্যাদেশের জন্য নির্বাচিত টেন্ডারদাতাকে কার্যাদেশের ৭ দিনের মধ্যে মোট মূল্যের ১০% হারে (শতকরা দশ) টাকা (ফেরতযোগ্য) পে-অর্ডার/ব্যাংক ড্রাফট/ব্যাংক গ্যারান্টির মাধ্যমে সংশ্লিষ্ট জেলার সহকারী পরিচালক এর বরাবরে প্রদান করে চুক্তিপত্র সম্পাদন করতে হবে। bbox=[1034, 2142, 1541, 2179]
row-number: ৫। bbox=[1003, 1498, 1041, 1526]
table-cell: নিশান bbox=[332, 1787, 436, 1802]
insecurity-text: মার্কিন পররাষ্ট্র প্রেম প্রজ্ঞাগত। আন্তর্জাতিক সম্পর্কের এই উদ্ভব বিশ্বাধীনতায় থাকে। মার্কিন নীতি সবচেয়ে গুরুত্বপূর্ণ সম্পর্কে দুর্বলতম অংশে। নিরাপত্তা পরিষদে রোহিঙ্গা প্রসঙ্গে আলোচনা হলে তাতে তিনি পরিচালনার দায়িত্ব নেন। রোহিঙ্গা সমস্যার মূল কারণ রাখাইন রাজ্যে মিয়ানমার সেনাবাহিনীর অভিযান এবং বাংলাদেশে রোহিঙ্গাদের আশ্রয় নেওয়া। নিরাপত্তা পরিষদের সদস্য দেশগুলোর মধ্যে চীন ও রাশিয়া মিয়ানমারের পক্ষে অবস্থান নিয়েছে। মার্কিন যুক্তরাষ্ট্র, যুক্তরাজ্য ও ফ্রান্স রোহিঙ্গাদের প্রতি সহানুভূতি দেখিয়েছে। জাতিসংঘ মহাসচিব আন্তোনিও গুতেরেস রোহিঙ্গাদের নিরাপদ প্রত্যাবর্তনের ওপর জোর দিয়েছেন। বাংলাদেশ সরকার আন্তর্জাতিক সম্প্রদায়ের কাছে রোহিঙ্গা সংকট সমাধানে কার্যকর পদক্ষেপ নেওয়ার আহ্বান জানিয়েছে। প্রধানমন্ত্রী শেখ হাসিনা জাতিসংঘ সাধারণ পরিষদে পাঁচ দফা প্রস্তাব উত্থাপন করেন। এতে রাখাইনে সহিংসতা বন্ধ, জাতিসংঘ মহাসচিবের নিজস্ব অনুসন্ধানী দল পাঠানো, বেসামরিক নাগরিকদের সুরক্ষা, রোহিঙ্গাদের নিজ দেশে ফিরিয়ে নেওয়া এবং কফি আনান কমিশনের সুপারিশ বাস্তবায়নের কথা বলা হয়। bbox=[589, 1260, 979, 1378]
punctuation-table bbox=[27, 458, 404, 676]
bangla-comma-block bbox=[26, 1037, 405, 1149]
note-text: টেন্ডার দাখিল ও খোলার দিন যদি সরকারি ছুটি থাকে, তবে পরবর্তী কার্যদিবসে টেন্ডার দাখিল ও খোলার তারিখ হিসেবে গণ্য হবে। টেন্ডার খোলার সময় টেন্ডারদাতা/প্রতিনিধি উপস্থিত থাকতে পারবেন। bbox=[1034, 2110, 1541, 2134]
biwta-signer: মোঃ সিরাজুল ইসলাম ভুঁঞা bbox=[384, 2279, 500, 2291]
table-row bbox=[28, 561, 404, 575]
term-item: ০৪. দরপত্রে অংশগ্রহণকারী দরদাতা অবশ্যই হালনাগাদ ট্যাক্স, ভ্যাট, ট্রেড লাইসেন্স এবং ব্যাংক সলভেন্সী সার্টিফিকেট জমা প্রদান করবেন। bbox=[27, 2011, 567, 2023]
